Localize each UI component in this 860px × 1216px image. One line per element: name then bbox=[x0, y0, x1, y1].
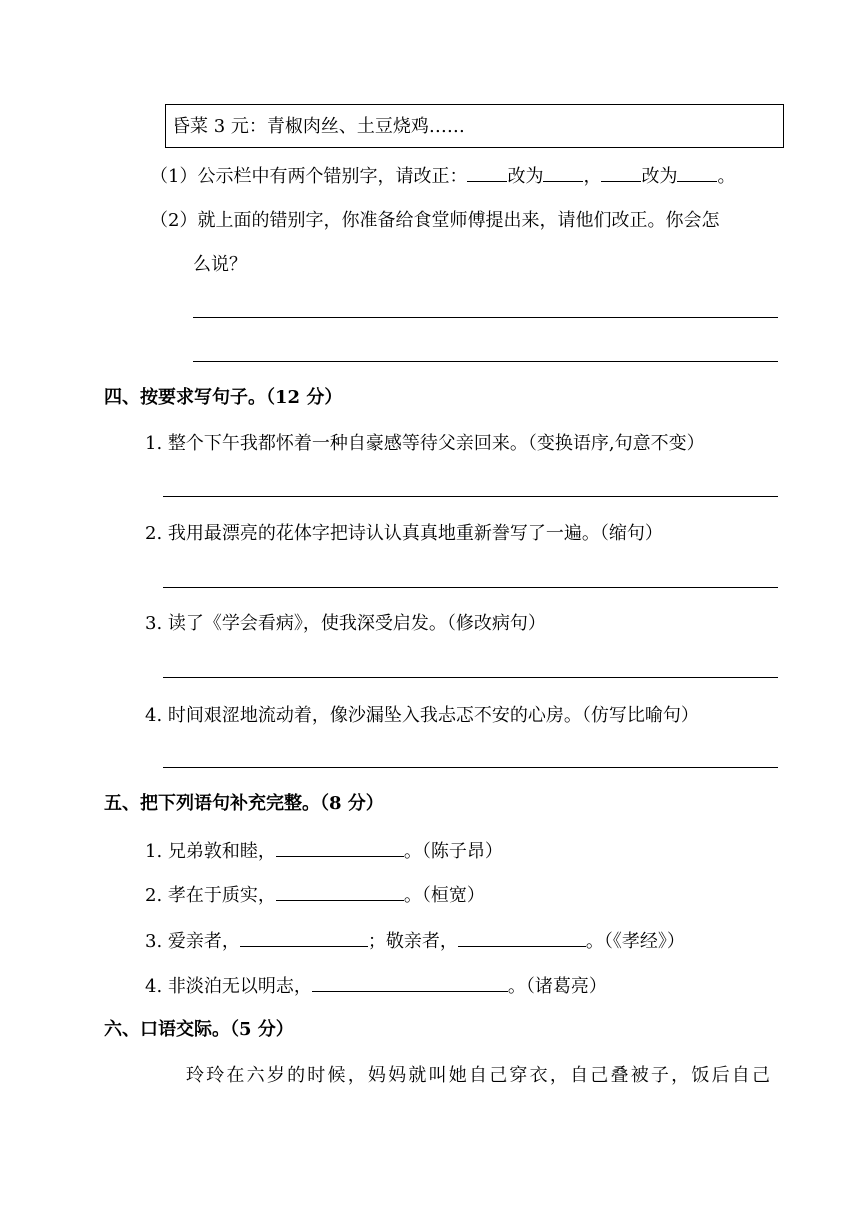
section5-item3-post: 。（《孝经》） bbox=[585, 931, 685, 952]
section5-item4-pre: 4. 非淡泊无以明志， bbox=[145, 976, 312, 997]
section5-item3-mid: ；敬亲者， bbox=[367, 931, 458, 952]
q3-item1 bbox=[150, 163, 735, 189]
fill-blank[interactable] bbox=[312, 973, 508, 992]
notice-text: 昏菜 3 元：青椒肉丝、土豆烧鸡…… bbox=[172, 116, 465, 137]
answer-blank[interactable] bbox=[467, 163, 507, 182]
section5-item2 bbox=[145, 882, 485, 908]
fill-blank[interactable] bbox=[276, 838, 404, 857]
q3-item1-gai1: 改为 bbox=[507, 166, 544, 187]
section5-item1-pre: 1. 兄弟敦和睦， bbox=[145, 841, 276, 862]
section5-item2-pre: 2. 孝在于质实， bbox=[145, 885, 276, 906]
section5-item4 bbox=[145, 973, 607, 999]
section4-item1: 1. 整个下午我都怀着一种自豪感等待父亲回来。（变换语序,句意不变） bbox=[145, 433, 705, 454]
answer-line[interactable] bbox=[163, 677, 778, 678]
answer-line[interactable] bbox=[193, 317, 778, 318]
answer-line[interactable] bbox=[163, 496, 778, 497]
q3-item1-gai2: 改为 bbox=[641, 166, 678, 187]
q3-item1-end: 。 bbox=[717, 166, 736, 187]
answer-line[interactable] bbox=[163, 587, 778, 588]
fill-blank[interactable] bbox=[276, 882, 404, 901]
section4-item3: 3. 读了《学会看病》，使我深受启发。（修改病句） bbox=[145, 613, 546, 634]
section4-title: 四、按要求写句子。（12 分） bbox=[104, 387, 343, 408]
answer-blank[interactable] bbox=[677, 163, 717, 182]
section6-title: 六、口语交际。（5 分） bbox=[104, 1019, 294, 1040]
q3-item1-comma: ， bbox=[583, 166, 602, 187]
q3-item2-line1: （2）就上面的错别字，你准备给食堂师傅提出来，请他们改正。你会怎 bbox=[150, 210, 720, 231]
section5-item1-post: 。（陈子昂） bbox=[403, 841, 503, 862]
section5-title: 五、把下列语句补充完整。（8 分） bbox=[104, 793, 384, 814]
q3-item1-prefix: （1）公示栏中有两个错别字，请改正： bbox=[150, 166, 468, 187]
section6-paragraph: 玲玲在六岁的时候，妈妈就叫她自己穿衣，自己叠被子，饭后自己 bbox=[186, 1065, 770, 1086]
section5-item4-post: 。（诸葛亮） bbox=[507, 976, 607, 997]
section4-item4: 4. 时间艰涩地流动着，像沙漏坠入我忐忑不安的心房。（仿写比喻句） bbox=[145, 705, 699, 726]
answer-blank[interactable] bbox=[601, 163, 641, 182]
fill-blank[interactable] bbox=[458, 928, 586, 947]
fill-blank[interactable] bbox=[240, 928, 368, 947]
section5-item2-post: 。（桓宽） bbox=[403, 885, 485, 906]
answer-line[interactable] bbox=[193, 361, 778, 362]
answer-blank[interactable] bbox=[543, 163, 583, 182]
answer-line[interactable] bbox=[163, 767, 778, 768]
section5-item1 bbox=[145, 838, 503, 864]
section5-item3 bbox=[145, 928, 685, 954]
section4-item2: 2. 我用最漂亮的花体字把诗认认真真地重新誊写了一遍。（缩句） bbox=[145, 523, 663, 544]
section5-item3-pre: 3. 爱亲者， bbox=[145, 931, 240, 952]
q3-item2-line2: 么说？ bbox=[193, 254, 247, 275]
